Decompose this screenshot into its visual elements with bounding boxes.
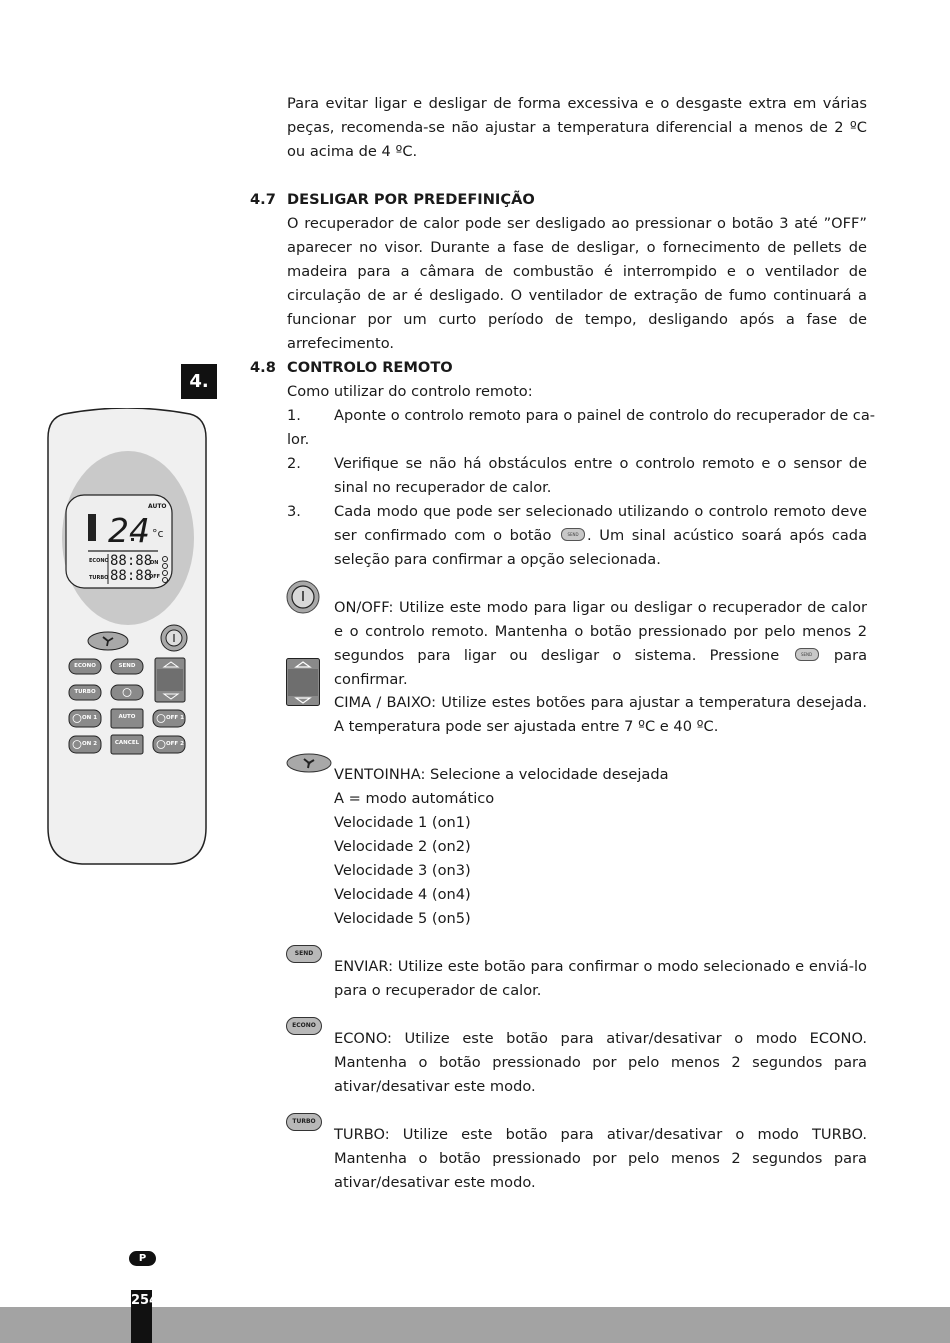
econo-description: ECONO: Utilize este botão para ativar/desativar o modo ECONO. Mantenha o botão pressionado por pelo menos 2 segundos para ativar/desativar este modo.	[334, 1030, 867, 1095]
onoff-text-before: ON/OFF: Utilize este modo para ligar ou desligar o recuperador de calor e o controlo remoto. Mantenha o botão pressionado por pelo menos 2 segundos para ligar ou desligar o sistema. Pressione	[334, 599, 867, 664]
remote-control-illustration	[44, 408, 210, 866]
section-48-intro: Como utilizar do controlo remoto:	[287, 383, 533, 400]
remote-econo-button: ECONO	[74, 663, 96, 669]
remote-turbo-label: TURBO	[89, 575, 109, 581]
remote-auto-label: AUTO	[148, 503, 167, 510]
step-2-number: 2.	[287, 455, 301, 472]
step-3-text-before: Cada modo que pode ser selecionado utilizando o controlo remoto deve ser confirmado com o botão	[334, 503, 867, 544]
remote-off2-button: OFF 2	[166, 741, 184, 747]
language-badge: P	[129, 1251, 156, 1266]
up-down-buttons-icon	[286, 658, 320, 706]
chapter-marker: 4.	[181, 364, 217, 399]
fan-line-4: Velocidade 2 (on2)	[334, 838, 471, 855]
step-3-text	[334, 500, 867, 572]
remote-timer-1: 88:88	[110, 553, 153, 569]
step-1-text: Aponte o controlo remoto para o painel de controlo do recuperador de ca-	[334, 407, 876, 424]
step-3-text-after: . Um sinal acústico soará após cada seleção para confirmar a opção selecionada.	[334, 527, 868, 568]
page-number: 254	[131, 1293, 159, 1308]
step-1-number: 1.	[287, 407, 301, 424]
intro-paragraph: Para evitar ligar e desligar de forma excessiva e o desgaste extra em várias peças, recomenda-se não ajustar a temperatura diferencial a menos de 2 ºC ou acima de 4 ºC.	[287, 95, 867, 160]
remote-off1-button: OFF 1	[166, 715, 184, 721]
remote-timer-2: 88:88	[110, 568, 153, 584]
send-button-inline-icon: SEND	[561, 528, 585, 541]
remote-econo-label: ECONO	[89, 558, 109, 564]
onoff-description	[334, 596, 867, 692]
fan-line-7: Velocidade 5 (on5)	[334, 910, 471, 927]
step-1-continuation: lor.	[287, 431, 310, 448]
remote-off-tag: OFF	[149, 574, 161, 580]
remote-on2-button: ON 2	[82, 741, 98, 747]
section-47-number: 4.7	[250, 191, 276, 208]
remote-on-tag: ON	[150, 560, 159, 566]
section-47-body: O recuperador de calor pode ser desligado ao pressionar o botão 3 até ”OFF” aparecer no visor. Durante a fase de desligar, o fornecimento de pellets de madeira para a câmara de combustão é interrompido e o ventilador de circulação de ar é desligado. O ventilador de extração de fumo continuará a funcionar por um curto período de tempo, desligando após a fase de arrefecimento.	[287, 215, 867, 352]
section-47-title: DESLIGAR POR PREDEFINIÇÃO	[287, 191, 535, 208]
section-48-title: CONTROLO REMOTO	[287, 359, 453, 376]
section-48-number: 4.8	[250, 359, 276, 376]
fan-line-6: Velocidade 4 (on4)	[334, 886, 471, 903]
remote-auto-button: AUTO	[118, 714, 136, 720]
fan-line-3: Velocidade 1 (on1)	[334, 814, 471, 831]
remote-turbo-button: TURBO	[74, 689, 96, 695]
power-button-icon	[286, 580, 320, 614]
turbo-description: TURBO: Utilize este botão para ativar/desativar o modo TURBO. Mantenha o botão pressionado por pelo menos 2 segundos para ativar/desativar este modo.	[334, 1126, 867, 1191]
remote-display-temp: 24	[108, 511, 150, 550]
fan-button-icon	[286, 753, 332, 773]
fan-line-2: A = modo automático	[334, 790, 495, 807]
updown-description: CIMA / BAIXO: Utilize estes botões para ajustar a temperatura desejada. A temperatura pode ser ajustada entre 7 ºC e 40 ºC.	[334, 694, 867, 735]
remote-on1-button: ON 1	[82, 715, 98, 721]
fan-line-5: Velocidade 3 (on3)	[334, 862, 471, 879]
remote-display-unit: °c	[152, 527, 164, 540]
send-description: ENVIAR: Utilize este botão para confirmar o modo selecionado e enviá-lo para o recuperador de calor.	[334, 958, 867, 999]
step-2-text: Verifique se não há obstáculos entre o controlo remoto e o sensor de sinal no recuperador de calor.	[334, 455, 867, 496]
step-3-number: 3.	[287, 503, 301, 520]
send-button-inline-icon-2: SEND	[795, 648, 819, 661]
turbo-button-icon: TURBO	[286, 1113, 322, 1131]
onoff-text-after: para confirmar.	[334, 647, 868, 688]
fan-line-1: VENTOINHA: Selecione a velocidade desejada	[334, 766, 669, 783]
remote-cancel-button: CANCEL	[114, 740, 140, 746]
remote-send-button: SEND	[118, 663, 136, 669]
econo-button-icon: ECONO	[286, 1017, 322, 1035]
send-button-icon: SEND	[286, 945, 322, 963]
